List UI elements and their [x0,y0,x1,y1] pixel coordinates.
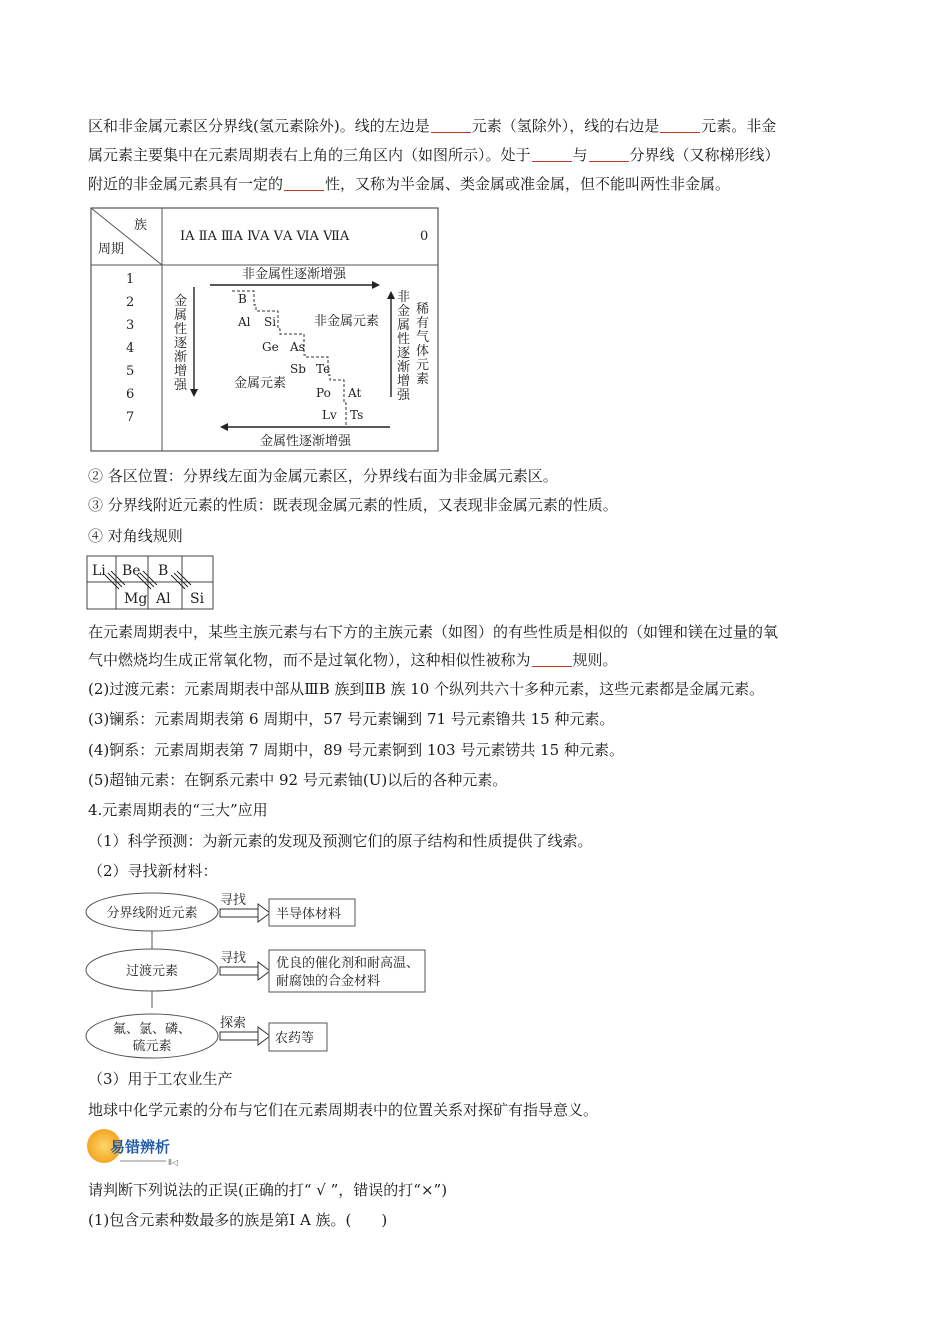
quiz-question-1: (1)包含元素种数最多的族是第Ⅰ A 族。( ) [88,1211,388,1229]
fill-blank[interactable] [431,118,471,133]
para1-line1: 区和非金属元素区分界线(氢元素除外)。线的左边是 元素（氢除外），线的右边是 元素。非金 [88,117,777,135]
svg-text:增: 增 [397,374,411,389]
svg-text:强: 强 [174,378,188,393]
svg-text:性: 性 [174,322,188,337]
element-symbol: As [290,340,305,354]
right-vertical-label [397,289,411,403]
svg-text:金: 金 [174,294,188,309]
diag-element: Be [122,563,141,579]
arrow-top-head [372,281,380,289]
period-numbers [126,272,134,425]
nonmetal-region-label: 非金属元素 [314,314,380,329]
item-4: ④ 对角线规则 [88,527,183,545]
diag-element: Si [190,591,205,607]
item-3: ③ 分界线附近元素的性质：既表现金属元素的性质，又表现非金属元素的性质。 [88,496,618,514]
period-number: 6 [126,387,135,402]
group-headers: ⅠA ⅡA ⅢA ⅣA ⅤA ⅥA ⅦA [180,229,350,244]
svg-text:渐: 渐 [174,350,188,365]
svg-text:属: 属 [174,308,188,323]
node-boundary-label: 分界线附近元素 [106,906,198,921]
svg-text:元: 元 [416,358,430,373]
flow-arrow-label: 探索 [220,1016,247,1031]
line-transition-elements: (2)过渡元素：元素周期表中部从ⅢB 族到ⅡB 族 10 个纵列共六十多种元素，这些元素都是金属元素。 [88,680,765,698]
staircase-boundary [232,291,346,425]
periodic-boundary-figure [90,207,440,453]
result-semiconductor-label: 半导体材料 [276,907,342,922]
arrow-right-head [387,291,395,299]
svg-text:Ⅱ◁: Ⅱ◁ [168,1158,179,1167]
period-number: 1 [126,272,135,287]
corner-period-label: 周期 [98,242,125,257]
boundary-elements [237,292,363,422]
element-symbol: Ts [350,408,364,422]
materials-flow-diagram [84,890,434,1060]
element-symbol: Sb [290,362,306,376]
period-number: 3 [126,318,135,333]
svg-text:增: 增 [174,364,188,379]
node-halogen-label-2: 硫元素 [132,1039,172,1054]
sub-prediction: （1）科学预测：为新元素的发现及预测它们的原子结构和性质提供了线索。 [88,832,593,850]
para2-line2: 气中燃烧均生成正常氧化物，而不是过氧化物），这种相似性被称为 规则。 [88,651,618,669]
sub-industry: （3）用于工农业生产 [88,1070,233,1088]
svg-text:素: 素 [416,372,430,387]
item-2: ② 各区位置：分界线左面为金属元素区，分界线右面为非金属元素区。 [88,467,558,485]
svg-text:体: 体 [416,344,430,359]
fill-blank[interactable] [284,176,324,191]
left-vertical-label [174,293,188,393]
fill-blank[interactable] [660,118,700,133]
arrow-bottom-head [220,423,228,431]
line-prospecting: 地球中化学元素的分布与它们在元素周期表中的位置关系对探矿有指导意义。 [88,1101,599,1119]
svg-text:金: 金 [397,304,411,319]
svg-text:稀: 稀 [416,302,430,317]
error-analysis-badge [86,1128,186,1168]
line-actinides: (4)锕系：元素周期表第 7 周期中，89 号元素锕到 103 号元素铹共 15 种元素。 [88,741,624,759]
svg-text:属: 属 [397,318,411,333]
line-transuranium: (5)超铀元素：在锕系元素中 92 号元素铀(U)以后的各种元素。 [88,771,508,789]
element-symbol: Al [238,315,251,329]
svg-text:逐: 逐 [397,346,411,361]
heading-applications: 4.元素周期表的“三大”应用 [88,801,268,819]
diag-element: Mg [124,591,148,607]
element-symbol: B [238,292,247,306]
diag-element: Li [92,563,106,579]
node-halogen-label-1: 氟、氯、磷、 [112,1022,192,1037]
fill-blank[interactable] [532,147,572,162]
diag-element: Al [156,591,171,607]
fill-blank[interactable] [532,652,572,667]
svg-text:气: 气 [416,330,430,345]
svg-text:强: 强 [397,388,411,403]
svg-text:非: 非 [397,290,411,305]
flow-arrow-label: 寻找 [220,893,247,908]
element-symbol: Lv [322,408,337,422]
element-symbol: Si [264,315,277,329]
element-symbol: At [348,386,362,400]
fill-blank[interactable] [589,147,629,162]
arrow-top-label: 非金属性逐渐增强 [242,267,347,282]
arrow-left-head [190,389,198,397]
node-transition-label: 过渡元素 [125,964,179,979]
period-number: 4 [126,341,135,356]
result-catalysts-label-2: 耐腐蚀的合金材料 [276,974,381,989]
metal-region-label: 金属元素 [234,376,287,391]
result-pesticides-label: 农药等 [275,1031,315,1046]
line-lanthanides: (3)镧系：元素周期表第 6 周期中，57 号元素镧到 71 号元素镥共 15 种元素。 [88,710,615,728]
para1-line2: 属元素主要集中在元素周期表右上角的三角区内（如图所示）。处于 与 分界线（又称梯形线） [88,146,780,164]
result-catalysts-label-1: 优良的催化剂和耐高温、 [276,956,420,971]
badge-title: 易错辨析 [110,1138,171,1156]
para1-line3: 附近的非金属元素具有一定的 性，又称为半金属、类金属或准金属，但不能叫两性非金属。 [88,175,731,193]
period-number: 5 [126,364,135,379]
element-symbol: Te [316,362,331,376]
period-number: 2 [126,295,135,310]
quiz-intro: 请判断下列说法的正误(正确的打“ √ ”，错误的打“×”) [88,1181,448,1199]
svg-text:有: 有 [416,316,430,331]
sub-new-materials: （2）寻找新材料： [88,862,218,880]
diag-element: B [158,563,169,579]
noble-gas-label [416,301,429,387]
arrow-bottom-label: 金属性逐渐增强 [260,434,352,449]
svg-text:渐: 渐 [397,360,411,375]
element-symbol: Po [316,386,331,400]
svg-text:性: 性 [397,332,411,347]
corner-group-label: 族 [134,218,148,233]
flow-arrow-label: 寻找 [220,951,247,966]
zero-group-header: 0 [420,229,429,244]
para2-line1: 在元素周期表中，某些主族元素与右下方的主族元素（如图）的有些性质是相似的（如锂和镁在过量的氧 [88,623,779,641]
diagonal-rule-figure [86,555,214,611]
svg-text:逐: 逐 [174,336,188,351]
period-number: 7 [126,410,135,425]
element-symbol: Ge [262,340,279,354]
